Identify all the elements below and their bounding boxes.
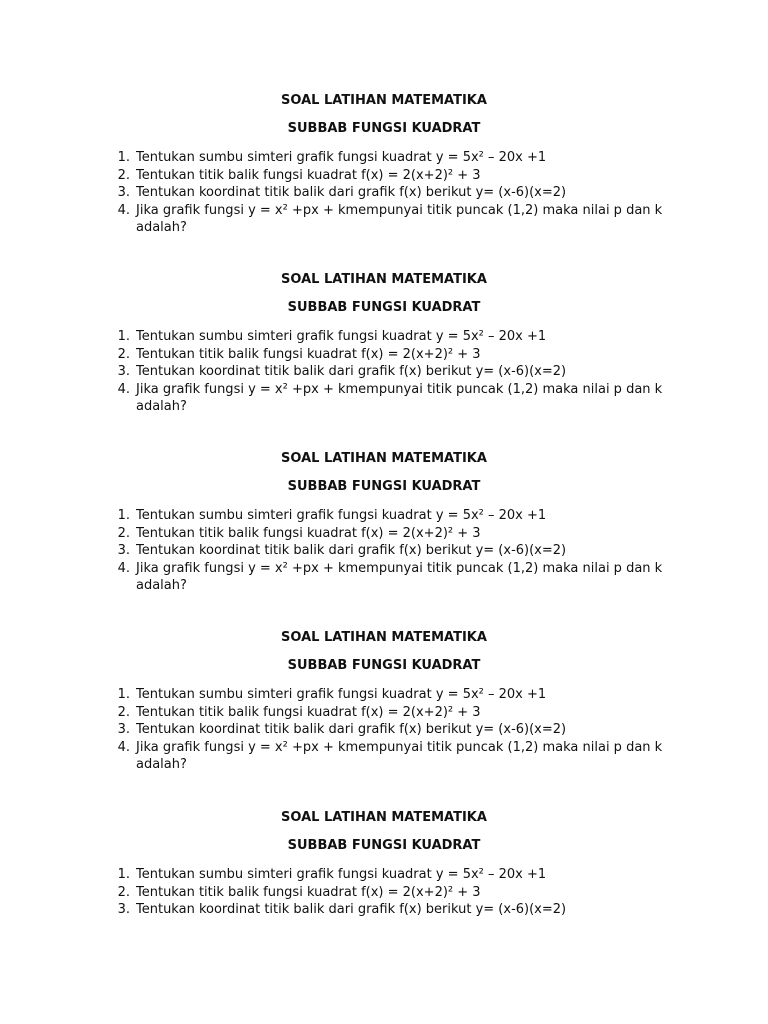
question-number: 3. bbox=[117, 543, 130, 558]
question-item bbox=[108, 884, 668, 902]
question-number: 4. bbox=[117, 560, 130, 576]
question-text: Tentukan sumbu simteri grafik fungsi kuadrat y = 5x² – 20x +1 bbox=[136, 329, 547, 344]
question-item bbox=[108, 542, 668, 560]
question-number: 4. bbox=[117, 202, 130, 218]
question-number: 3. bbox=[117, 902, 130, 917]
worksheet-subtitle: SUBBAB FUNGSI KUADRAT bbox=[287, 838, 481, 853]
question-item bbox=[108, 686, 668, 704]
question-item bbox=[108, 328, 668, 346]
question-number: 2. bbox=[117, 884, 130, 900]
question-number: 2. bbox=[117, 704, 130, 720]
question-number: 3. bbox=[117, 364, 130, 379]
question-text: Tentukan titik balik fungsi kuadrat f(x) = 2(x+2)² + 3 bbox=[136, 167, 481, 183]
worksheet-subtitle: SUBBAB FUNGSI KUADRAT bbox=[287, 658, 481, 673]
worksheet-subtitle: SUBBAB FUNGSI KUADRAT bbox=[287, 300, 481, 315]
question-text: Tentukan titik balik fungsi kuadrat f(x) = 2(x+2)² + 3 bbox=[136, 346, 481, 362]
question-text: Jika grafik fungsi y = x² +px + kmempunyai titik puncak (1,2) maka nilai p dan k adalah? bbox=[136, 202, 663, 235]
question-text: Jika grafik fungsi y = x² +px + kmempunyai titik puncak (1,2) maka nilai p dan k adalah? bbox=[136, 560, 663, 593]
worksheet-subtitle: SUBBAB FUNGSI KUADRAT bbox=[287, 121, 481, 136]
question-list bbox=[108, 866, 668, 919]
question-text: Tentukan titik balik fungsi kuadrat f(x) = 2(x+2)² + 3 bbox=[136, 884, 481, 900]
question-number: 1. bbox=[117, 867, 130, 882]
question-number: 3. bbox=[117, 722, 130, 737]
question-item bbox=[108, 739, 668, 774]
question-text: Tentukan koordinat titik balik dari grafik f(x) berikut y= (x-6)(x=2) bbox=[136, 543, 567, 558]
question-list bbox=[108, 328, 668, 416]
question-item bbox=[108, 167, 668, 185]
question-item bbox=[108, 149, 668, 167]
question-item bbox=[108, 184, 668, 202]
question-list bbox=[108, 507, 668, 595]
worksheet-title: SOAL LATIHAN MATEMATIKA bbox=[281, 630, 487, 645]
worksheet-subtitle: SUBBAB FUNGSI KUADRAT bbox=[287, 479, 481, 494]
question-number: 3. bbox=[117, 185, 130, 200]
question-item bbox=[108, 901, 668, 919]
question-text: Tentukan sumbu simteri grafik fungsi kuadrat y = 5x² – 20x +1 bbox=[136, 508, 547, 523]
question-item bbox=[108, 560, 668, 595]
question-text: Jika grafik fungsi y = x² +px + kmempunyai titik puncak (1,2) maka nilai p dan k adalah? bbox=[136, 381, 663, 414]
question-text: Jika grafik fungsi y = x² +px + kmempunyai titik puncak (1,2) maka nilai p dan k adalah? bbox=[136, 739, 663, 772]
question-number: 1. bbox=[117, 508, 130, 523]
question-text: Tentukan koordinat titik balik dari grafik f(x) berikut y= (x-6)(x=2) bbox=[136, 722, 567, 737]
question-number: 4. bbox=[117, 381, 130, 397]
question-item bbox=[108, 346, 668, 364]
question-text: Tentukan sumbu simteri grafik fungsi kuadrat y = 5x² – 20x +1 bbox=[136, 867, 547, 882]
question-number: 1. bbox=[117, 329, 130, 344]
question-text: Tentukan titik balik fungsi kuadrat f(x) = 2(x+2)² + 3 bbox=[136, 704, 481, 720]
question-number: 2. bbox=[117, 167, 130, 183]
question-item bbox=[108, 507, 668, 525]
question-number: 4. bbox=[117, 739, 130, 755]
question-text: Tentukan titik balik fungsi kuadrat f(x) = 2(x+2)² + 3 bbox=[136, 525, 481, 541]
question-text: Tentukan koordinat titik balik dari grafik f(x) berikut y= (x-6)(x=2) bbox=[136, 185, 567, 200]
question-item bbox=[108, 721, 668, 739]
question-text: Tentukan sumbu simteri grafik fungsi kuadrat y = 5x² – 20x +1 bbox=[136, 150, 547, 165]
question-text: Tentukan koordinat titik balik dari grafik f(x) berikut y= (x-6)(x=2) bbox=[136, 902, 567, 917]
question-text: Tentukan koordinat titik balik dari grafik f(x) berikut y= (x-6)(x=2) bbox=[136, 364, 567, 379]
question-item bbox=[108, 525, 668, 543]
question-item bbox=[108, 363, 668, 381]
question-number: 1. bbox=[117, 687, 130, 702]
question-item bbox=[108, 381, 668, 416]
question-item bbox=[108, 866, 668, 884]
question-item bbox=[108, 704, 668, 722]
question-list bbox=[108, 149, 668, 237]
question-number: 1. bbox=[117, 150, 130, 165]
question-number: 2. bbox=[117, 346, 130, 362]
worksheet-title: SOAL LATIHAN MATEMATIKA bbox=[281, 810, 487, 825]
question-number: 2. bbox=[117, 525, 130, 541]
worksheet-title: SOAL LATIHAN MATEMATIKA bbox=[281, 272, 487, 287]
worksheet-title: SOAL LATIHAN MATEMATIKA bbox=[281, 451, 487, 466]
question-text: Tentukan sumbu simteri grafik fungsi kuadrat y = 5x² – 20x +1 bbox=[136, 687, 547, 702]
worksheet-title: SOAL LATIHAN MATEMATIKA bbox=[281, 93, 487, 108]
question-list bbox=[108, 686, 668, 774]
question-item bbox=[108, 202, 668, 237]
